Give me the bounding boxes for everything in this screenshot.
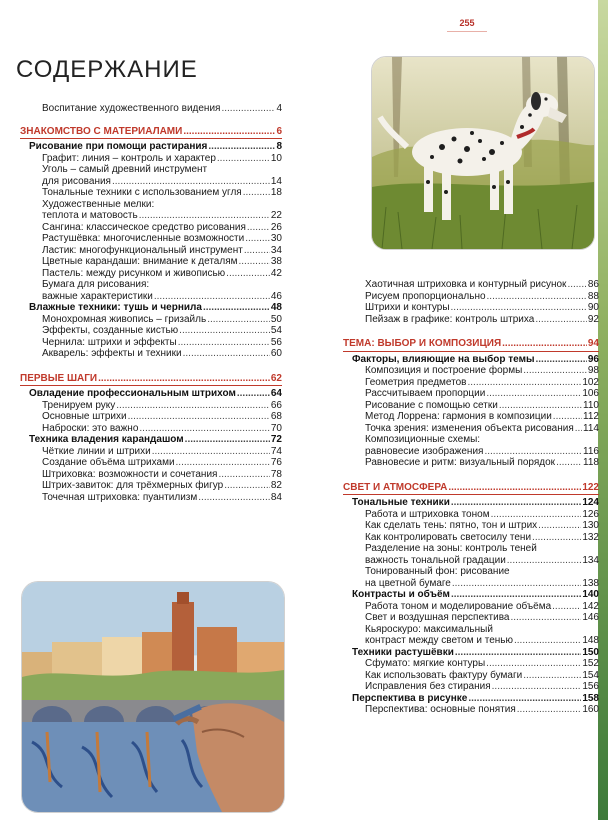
toc-leader-dots [492,681,582,693]
toc-page-number: 118 [583,457,599,468]
toc-page-number: 66 [270,399,282,411]
toc-entry [20,457,282,469]
toc-page-number: 150 [582,646,599,658]
toc-entry [20,446,282,458]
toc-entry [343,532,599,544]
toc-entry [343,658,599,670]
toc-entry-label: Сфумато: мягкие контуры [365,658,486,669]
toc-entry-label: Кьяроскуро: максимальный [365,623,493,635]
toc-entry-label: Художественные мелки: [42,198,155,210]
toc-leader-dots [139,423,269,435]
toc-entry-label: равновесие изображения [365,445,484,457]
toc-entry [20,480,282,492]
toc-entry-label: ПЕРВЫЕ ШАГИ [20,372,98,384]
toc-leader-dots [556,457,582,469]
toc-page-number: 64 [270,388,282,399]
toc-leader-dots [532,532,581,544]
city-bridge-illustration [22,582,284,812]
toc-entry [20,291,282,303]
toc-entry-label: Акварель: эффекты и техники [42,348,182,359]
toc-leader-dots [552,601,581,613]
toc-entry-label: Свет и воздушная перспектива [365,612,510,623]
toc-entry [343,291,599,303]
toc-subsection [20,302,282,314]
toc-page-number: 88 [587,290,599,302]
toc-entry-label: Композиция и построение формы [365,365,523,376]
toc-entry-label: СВЕТ И АТМОСФЕРА [343,481,448,493]
toc-entry [343,365,599,377]
toc-page-number: 54 [270,325,282,336]
toc-entry-label: важность тональной градации [365,554,506,566]
toc-page-number: 124 [582,497,599,508]
toc-entry [20,153,282,165]
toc-entry-label: Точечная штриховка: пуантилизм [42,491,198,503]
toc-entry [20,222,282,234]
toc-leader-dots [226,268,270,280]
toc-leader-dots [507,555,582,567]
toc-entry-label: Техника владения карандашом [29,434,184,445]
toc-leader-dots [245,233,270,245]
toc-entry-label: Перспектива: основные понятия [365,704,516,715]
toc-entry [343,434,599,446]
page-title: СОДЕРЖАНИЕ [16,56,198,83]
toc-subsection [20,434,282,446]
toc-leader-dots [484,446,582,458]
toc-entry [20,233,282,245]
toc-section-heading [20,373,282,387]
toc-entry [343,670,599,682]
toc-leader-dots [237,388,270,400]
toc-entry-label: Тональные техники с использованием угля [42,187,242,198]
toc-leader-dots [452,578,581,590]
toc-leader-dots [179,325,270,337]
toc-section-heading [343,338,599,352]
toc-leader-dots [247,222,270,234]
toc-leader-dots [486,388,581,400]
toc-leader-dots [468,693,581,705]
toc-leader-dots [244,245,270,257]
toc-leader-dots [523,670,581,682]
toc-leader-dots [553,411,582,423]
toc-page-number: 48 [270,302,282,313]
toc-leader-dots [517,704,582,716]
toc-entry-label: Как контролировать светосилу тени [365,531,532,543]
decorative-side-bar [598,0,608,820]
toc-entry [20,164,282,176]
toc-entry [343,520,599,532]
toc-page-number: 126 [582,508,599,520]
toc-entry-label: Пастель: между рисунком и живописью [42,267,226,279]
toc-leader-dots [218,469,269,481]
city-bridge-drawing [22,582,284,812]
toc-page-number: 86 [587,279,599,290]
toc-entry-label: Рисование при помощи растирания [29,141,208,152]
toc-entry-label: Воспитание художественного видения [42,103,221,114]
toc-page-number: 38 [270,256,282,267]
toc-subsection [343,354,599,366]
toc-entry-label: Цветные карандаши: внимание к деталям [42,256,238,267]
toc-page-number: 146 [582,612,599,623]
toc-entry-label: Бумага для рисования: [42,279,150,290]
toc-leader-dots [185,434,270,446]
toc-leader-dots [575,423,582,435]
toc-page-number: 62 [270,372,282,384]
toc-entry-label: Как использовать фактуру бумаги [365,669,523,681]
toc-entry-label: Штриховка: возможности и сочетания [42,468,218,480]
toc-leader-dots [224,480,270,492]
toc-page-number: 82 [270,480,282,491]
toc-right-column [343,279,599,716]
toc-entry [20,337,282,349]
toc-leader-dots [536,354,587,366]
toc-page-number: 142 [582,600,599,612]
toc-page-number: 50 [270,313,282,325]
toc-page-number: 8 [276,141,282,152]
toc-entry [343,681,599,693]
toc-entry [20,176,282,188]
toc-entry [20,268,282,280]
toc-entry [343,624,599,636]
toc-leader-dots [139,210,270,222]
toc-entry-label: Растушёвка: многочисленные возможности [42,233,245,244]
toc-entry-label: Тональные техники [352,497,450,508]
toc-leader-dots [510,612,581,624]
toc-entry [20,325,282,337]
toc-leader-dots [112,176,270,188]
toc-page-number: 74 [270,445,282,457]
toc-leader-dots [455,647,581,659]
toc-entry-label: Композиционные схемы: [365,434,481,445]
dalmatian-drawing [372,57,594,249]
toc-page-number: 140 [582,589,599,600]
toc-leader-dots [217,153,270,165]
toc-page-number: 138 [582,577,599,589]
toc-entry-label: Чёткие линии и штрихи [42,445,151,457]
toc-leader-dots [176,457,270,469]
toc-entry-label: теплота и матовость [42,210,138,221]
toc-entry [343,704,599,716]
toc-entry [20,103,282,115]
toc-entry-label: Хаотичная штриховка и контурный рисунок [365,279,567,290]
toc-leader-dots [451,589,581,601]
toc-entry [343,302,599,314]
toc-leader-dots [567,279,586,291]
toc-page-number: 152 [582,658,599,669]
toc-page-number: 30 [270,233,282,244]
toc-leader-dots [203,302,270,314]
toc-entry-label: важные характеристики [42,290,153,302]
toc-subsection [343,693,599,705]
toc-entry [343,635,599,647]
toc-page-number: 116 [583,445,599,457]
toc-entry [343,411,599,423]
dalmatian-illustration [372,57,594,249]
toc-entry-label: Создание объёма штрихами [42,457,175,468]
toc-leader-dots [183,348,270,360]
toc-entry-label: Перспектива в рисунке [352,692,468,704]
toc-entry-label: Тренируем руку [42,399,116,411]
toc-leader-dots [178,337,270,349]
toc-entry-label: Влажные техники: тушь и чернила [29,302,202,313]
toc-section-heading [20,126,282,140]
toc-entry-label: Сангина: классическое средство рисования [42,221,246,233]
toc-leader-dots [207,314,270,326]
toc-entry-label: Контрасты и объём [352,589,450,600]
toc-entry-label: Основные штрихи [42,411,127,422]
toc-page-number: 6 [276,125,282,137]
toc-entry [343,612,599,624]
toc-page-number: 46 [270,290,282,302]
toc-entry [343,457,599,469]
toc-entry-label: Штрих-завиток: для трёхмерных фигур [42,480,224,491]
toc-entry-label: на цветной бумаге [365,577,451,589]
toc-leader-dots [154,291,270,303]
toc-leader-dots [538,520,581,532]
toc-leader-dots [535,314,587,326]
toc-leader-dots [514,635,581,647]
toc-leader-dots [451,497,581,509]
toc-page-number: 112 [583,411,599,422]
toc-leader-dots [243,187,270,199]
toc-leader-dots [451,302,587,314]
toc-entry-label: Ластик: многофункциональный инструмент [42,244,243,256]
toc-entry [20,348,282,360]
toc-entry-label: Рассчитываем пропорции [365,388,486,399]
toc-leader-dots [523,365,587,377]
toc-page-number: 96 [587,353,599,365]
toc-page-number: 158 [582,692,599,704]
toc-page-number: 22 [270,210,282,221]
toc-entry [343,400,599,412]
toc-leader-dots [486,658,581,670]
toc-page-number: 114 [583,422,599,434]
toc-entry [20,400,282,412]
toc-page-number: 68 [270,411,282,422]
toc-page-number: 98 [587,365,599,376]
toc-leader-dots [502,338,587,350]
toc-page-number: 102 [582,376,599,388]
toc-entry [343,314,599,326]
toc-page-number: 106 [582,388,599,399]
toc-page-number: 10 [270,152,282,164]
toc-entry [343,566,599,578]
toc-entry-label: Точка зрения: изменения объекта рисования [365,422,574,434]
toc-entry-label: Наброски: это важно [42,422,139,434]
toc-page-number: 110 [583,399,599,411]
toc-page-number: 156 [582,681,599,692]
toc-leader-dots [152,446,270,458]
toc-entry [343,555,599,567]
toc-entry-label: Техники растушёвки [352,646,454,658]
toc-entry-label: Работа и штриховка тоном [365,508,490,520]
toc-entry [20,411,282,423]
toc-page-number: 14 [270,175,282,187]
toc-entry [20,187,282,199]
toc-entry [20,199,282,211]
toc-page-number: 130 [582,520,599,531]
toc-entry [343,578,599,590]
toc-page-number: 92 [587,313,599,325]
toc-entry [20,469,282,481]
toc-entry-label: ТЕМА: ВЫБОР И КОМПОЗИЦИЯ [343,338,502,349]
toc-leader-dots [98,373,270,385]
toc-entry-label: ЗНАКОМСТВО С МАТЕРИАЛАМИ [20,125,183,137]
toc-entry-label: Работа тоном и моделирование объёма [365,600,552,612]
toc-entry [20,210,282,222]
toc-page-number: 132 [582,531,599,543]
toc-page-number: 18 [270,187,282,198]
toc-page-number: 4 [276,103,282,114]
toc-entry-label: Тонированный фон: рисование [365,566,510,577]
toc-page-number: 84 [270,491,282,503]
toc-subsection [343,647,599,659]
page-number: 255 [447,18,487,32]
toc-entry-label: Чернила: штрихи и эффекты [42,336,177,348]
toc-page-number: 78 [270,468,282,480]
toc-entry [343,388,599,400]
toc-entry-label: Исправления без стирания [365,681,491,692]
toc-entry [343,601,599,613]
toc-entry-label: Пейзаж в графике: контроль штриха [365,313,535,325]
toc-entry [343,446,599,458]
toc-entry-label: Рисуем пропорционально [365,290,486,302]
toc-leader-dots [448,482,581,494]
toc-page-number: 134 [582,554,599,566]
toc-page-number: 76 [270,457,282,468]
toc-entry-label: контраст между светом и тенью [365,635,513,646]
toc-subsection [20,141,282,153]
toc-page-number: 34 [270,244,282,256]
toc-page-number: 56 [270,336,282,348]
toc-entry [343,509,599,521]
toc-page-number: 72 [270,434,282,445]
toc-entry-label: Разделение на зоны: контроль теней [365,543,537,554]
toc-entry-label: Факторы, влияющие на выбор темы [352,353,535,365]
toc-entry-label: для рисования [42,175,111,187]
toc-leader-dots [116,400,270,412]
toc-entry-label: Уголь – самый древний инструмент [42,164,208,175]
toc-subsection [343,497,599,509]
toc-entry-label: Эффекты, созданные кистью [42,325,179,336]
toc-left-column [20,97,282,503]
toc-leader-dots [198,492,270,504]
toc-entry [343,377,599,389]
toc-entry [20,314,282,326]
toc-leader-dots [487,291,587,303]
toc-entry-label: Овладение профессиональным штрихом [29,388,236,399]
toc-entry [343,423,599,435]
toc-leader-dots [221,103,275,115]
toc-leader-dots [208,141,275,153]
toc-leader-dots [468,377,582,389]
toc-entry [20,492,282,504]
toc-page-number: 160 [582,704,599,715]
toc-entry-label: Метод Лоррена: гармония в композиции [365,411,552,422]
toc-leader-dots [183,126,275,138]
toc-page-number: 90 [587,302,599,313]
toc-entry-label: Равновесие и ритм: визуальный порядок [365,457,556,468]
toc-page-number: 148 [582,635,599,646]
toc-entry-label: Как сделать тень: пятно, тон и штрих [365,520,538,531]
toc-leader-dots [499,400,582,412]
toc-page-number: 122 [582,481,599,493]
toc-entry [343,543,599,555]
toc-entry-label: Штрихи и контуры [365,302,450,313]
toc-page-number: 42 [270,267,282,279]
toc-page-number: 70 [270,422,282,434]
toc-section-heading [343,482,599,496]
toc-entry-label: Графит: линия – контроль и характер [42,152,216,164]
toc-entry [20,279,282,291]
toc-entry-label: Геометрия предметов [365,376,467,388]
toc-entry-label: Рисование с помощью сетки [365,399,498,411]
toc-entry [20,245,282,257]
toc-subsection [343,589,599,601]
toc-leader-dots [239,256,270,268]
toc-page-number: 60 [270,348,282,359]
toc-page-number: 26 [270,221,282,233]
toc-entry-label: Монохромная живопись – гризайль [42,313,207,325]
toc-entry [343,279,599,291]
toc-leader-dots [491,509,582,521]
toc-leader-dots [128,411,270,423]
toc-entry [20,423,282,435]
toc-page-number: 154 [582,669,599,681]
toc-page-number: 94 [587,338,599,349]
toc-subsection [20,388,282,400]
toc-entry [20,256,282,268]
